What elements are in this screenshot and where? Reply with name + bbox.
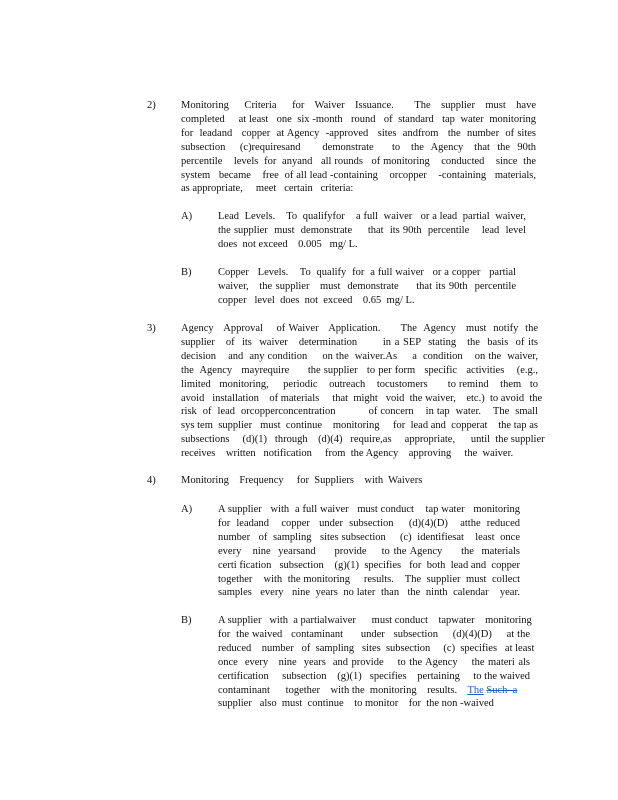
text-line: for leadand copper at Agency -approved sites andfrom the number of sites <box>181 127 536 139</box>
text-line: supplier also must continue to monitor for the non -waived <box>218 698 494 710</box>
text-line-with-revision <box>218 684 530 698</box>
text-line: contaminant together with the monitoring results. <box>218 684 468 696</box>
text-line: risk of lead orcopperconcentration of concern in tap water. The small <box>181 406 538 418</box>
item-3-paragraph <box>181 322 545 461</box>
text-line: Agency Approval of Waiver Application. The Agency must notify the <box>181 323 538 334</box>
item-4a-paragraph <box>218 503 520 600</box>
text-line: for leadand copper under subsection (d)(4)(D) atthe reduced <box>218 517 520 529</box>
text-line: subsections (d)(1) through (d)(4) require,as appropriate, until the supplier <box>181 434 545 446</box>
item-2a-paragraph <box>218 210 526 252</box>
subitem-letter: B) <box>181 267 192 278</box>
text-line: limited monitoring, periodic outreach tocustomers to remind them to <box>181 378 538 390</box>
text-line: samples every nine years no later than the ninth calendar year. <box>218 587 520 599</box>
text-line: system became free of all lead -containing orcopper -containing materials, <box>181 169 536 181</box>
text-line: as appropriate, meet certain criteria: <box>181 183 354 195</box>
item-number: 4) <box>147 475 156 486</box>
text-line: percentile levels for anyand all rounds of monitoring conducted since the <box>181 155 536 167</box>
text-line: Monitoring Criteria for Waiver Issuance. The supplier must have <box>181 100 536 111</box>
text-line: waiver, the supplier must demonstrate that its 90th percentile <box>218 280 516 292</box>
item-number: 2) <box>147 100 156 111</box>
subitem-letter: B) <box>181 615 192 626</box>
text-line: together with the monitoring results. The supplier must collect <box>218 573 520 585</box>
subitem-letter: A) <box>181 211 193 222</box>
text-line: for the waived contaminant under subsection (d)(4)(D) at the <box>218 628 530 640</box>
text-line: copper level does not exceed 0.65 mg/ L. <box>218 294 415 306</box>
text-line: completed at least one six -month round of standard tap water monitoring <box>181 113 536 125</box>
inserted-text: The <box>467 684 484 696</box>
item-2b-paragraph <box>218 266 516 308</box>
text-line: supplier of its waiver determination in a SEP stating the basis of its <box>181 336 538 348</box>
item-2-paragraph <box>181 99 536 196</box>
text-line: A supplier with a full waiver must conduct tap water monitoring <box>218 504 520 515</box>
text-line: avoid installation of materials that might void the waiver, etc.) to avoid the <box>181 392 543 404</box>
item-4b-paragraph <box>218 614 535 711</box>
text-line: certi fication subsection (g)(1) specifies for both lead and copper <box>218 559 520 571</box>
text-line: every nine yearsand provide to the Agency the materials <box>218 545 520 557</box>
text-line: Copper Levels. To qualify for a full waiver or a copper partial <box>218 267 516 278</box>
text-line: the Agency mayrequire the supplier to per form specific activities (e.g., <box>181 364 538 376</box>
text-line: subsection (c)requiresand demonstrate to the Agency that the 90th <box>181 141 536 153</box>
text-line: decision and any condition on the waiver.As a condition on the waiver, <box>181 350 538 362</box>
text-line: A supplier with a partialwaiver must conduct tapwater monitoring <box>218 615 532 626</box>
text-line: Lead Levels. To qualifyfor a full waiver or a lead partial waiver, <box>218 211 526 222</box>
text-line: certification subsection (g)(1) specifies pertaining to the waived <box>218 670 530 682</box>
text-line: reduced number of sampling sites subsection (c) specifies at least <box>218 642 535 654</box>
subitem-letter: A) <box>181 504 193 515</box>
item-4-heading <box>181 474 481 488</box>
item-number: 3) <box>147 323 156 334</box>
text-line: does not exceed 0.005 mg/ L. <box>218 238 358 250</box>
text-line: once every nine years and provide to the Agency the materi als <box>218 656 530 668</box>
text-line: the supplier must demonstrate that its 90th percentile lead level <box>218 224 526 236</box>
section-heading: Monitoring Frequency for Suppliers with Waivers <box>181 475 423 486</box>
text-line: number of sampling sites subsection (c) identifiesat least once <box>218 531 520 543</box>
text-line: sys tem supplier must continue monitoring for lead and copperat the tap as <box>181 420 538 432</box>
deleted-text: Such a <box>486 684 518 696</box>
text-line: receives written notification from the Agency approving the waiver. <box>181 448 514 460</box>
